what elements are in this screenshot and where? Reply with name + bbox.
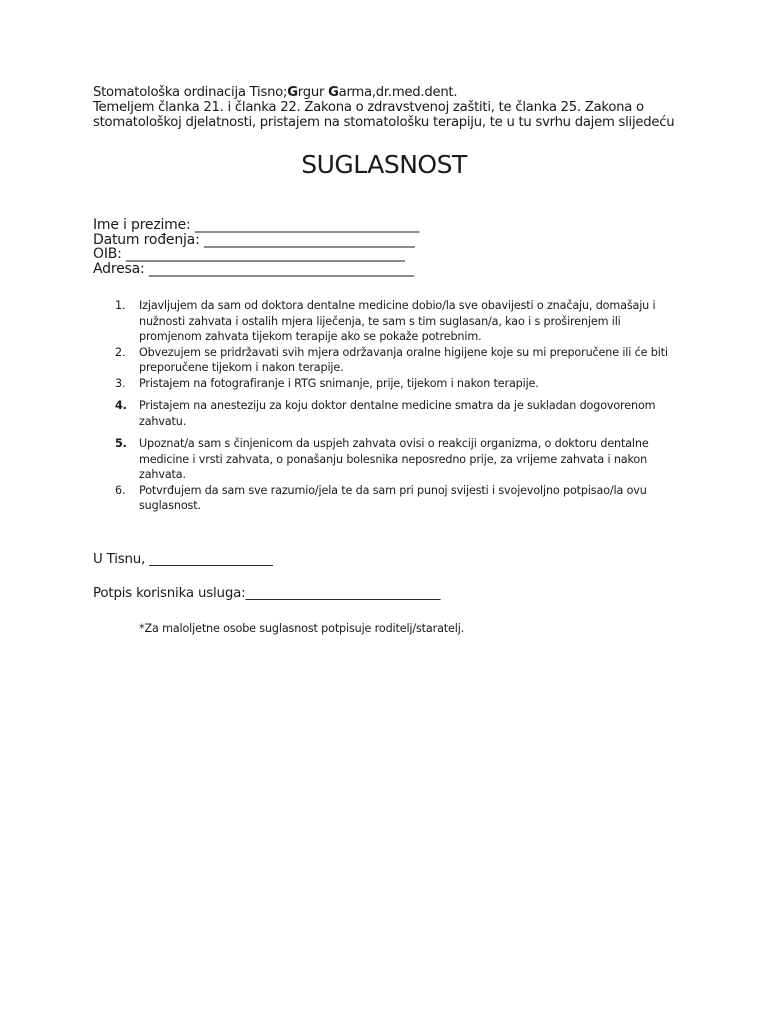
- doctor-first-name-rest: rgur: [297, 85, 329, 100]
- item-number: 4.: [115, 399, 127, 412]
- item-number: 2.: [115, 345, 126, 359]
- item-text: Potvrđujem da sam sve razumio/jela te da sam pri punoj svijesti i svojevoljno potpisao/la ovu suglasnost.: [139, 483, 647, 512]
- item-number: 6.: [115, 483, 126, 497]
- clinic-name: Stomatološka ordinacija Tisno;: [93, 85, 288, 100]
- item-text: Upoznat/a sam s činjenicom da uspjeh zahvata ovisi o reakciji organizma, o doktoru dentalne medicine i vrsti zahvata, o ponašanju bolesnika neposredno prije, za vrijeme zahvata i nakon zahvata.: [139, 437, 649, 481]
- list-item: [93, 436, 683, 483]
- doctor-last-name-rest: arma,dr.med.dent.: [338, 85, 458, 100]
- list-item: [93, 398, 683, 429]
- item-text: Pristajem na anesteziju za koju doktor dentalne medicine smatra da je sukladan dogovorenom zahvatu.: [139, 399, 656, 428]
- document-header: [93, 85, 693, 130]
- item-text: Izjavljujem da sam od doktora dentalne medicine dobio/la sve obavijesti o značaju, domašaju i nužnosti zahvata i ostalih mjera liječenja, te sam s tim suglasan/a, kao i s proširenjem ili promjenom zahvata tijekom terapije ako se pokaže potrebnim.: [139, 299, 656, 343]
- oib-field: OIB: _________________________________________: [93, 246, 405, 262]
- patient-fields: [93, 218, 419, 276]
- item-number: 5.: [115, 437, 127, 450]
- list-item: [93, 376, 683, 392]
- item-text: Obvezujem se pridržavati svih mjera održavanja oralne higijene koje su mi preporučene ili će biti preporučene tijekom i nakon terapije.: [139, 345, 668, 374]
- legal-basis-line-1: Temeljem članka 21. i članka 22. Zakona o zdravstvenoj zaštiti, te članka 25. Zakona o: [93, 100, 644, 115]
- document-title: SUGLASNOST: [301, 150, 467, 179]
- item-number: 1.: [115, 299, 126, 312]
- legal-basis-line-2: stomatološkoj djelatnosti, pristajem na stomatološku terapiju, te u tu svrhu dajem slijedeću: [93, 115, 675, 130]
- minor-consent-note: *Za maloljetne osobe suglasnost potpisuje roditelj/staratelj.: [139, 622, 465, 635]
- doctor-initial-last: G: [328, 85, 339, 100]
- list-item: [93, 483, 683, 514]
- list-item: [93, 345, 683, 376]
- name-field: Ime i prezime: _________________________________: [93, 217, 420, 233]
- signature-line: Potpis korisnika usluga:______________________________: [93, 586, 441, 601]
- place-date-line: U Tisnu, ___________________: [93, 552, 273, 567]
- doctor-initial-first: G: [287, 85, 298, 100]
- item-text: Pristajem na fotografiranje i RTG snimanje, prije, tijekom i nakon terapije.: [139, 376, 539, 390]
- item-number: 3.: [115, 376, 126, 390]
- consent-statements: [93, 298, 683, 514]
- clinic-line: [93, 85, 693, 100]
- address-field: Adresa: _______________________________________: [93, 260, 414, 277]
- dob-field: Datum rođenja: _______________________________: [93, 231, 415, 248]
- list-item: [93, 298, 683, 345]
